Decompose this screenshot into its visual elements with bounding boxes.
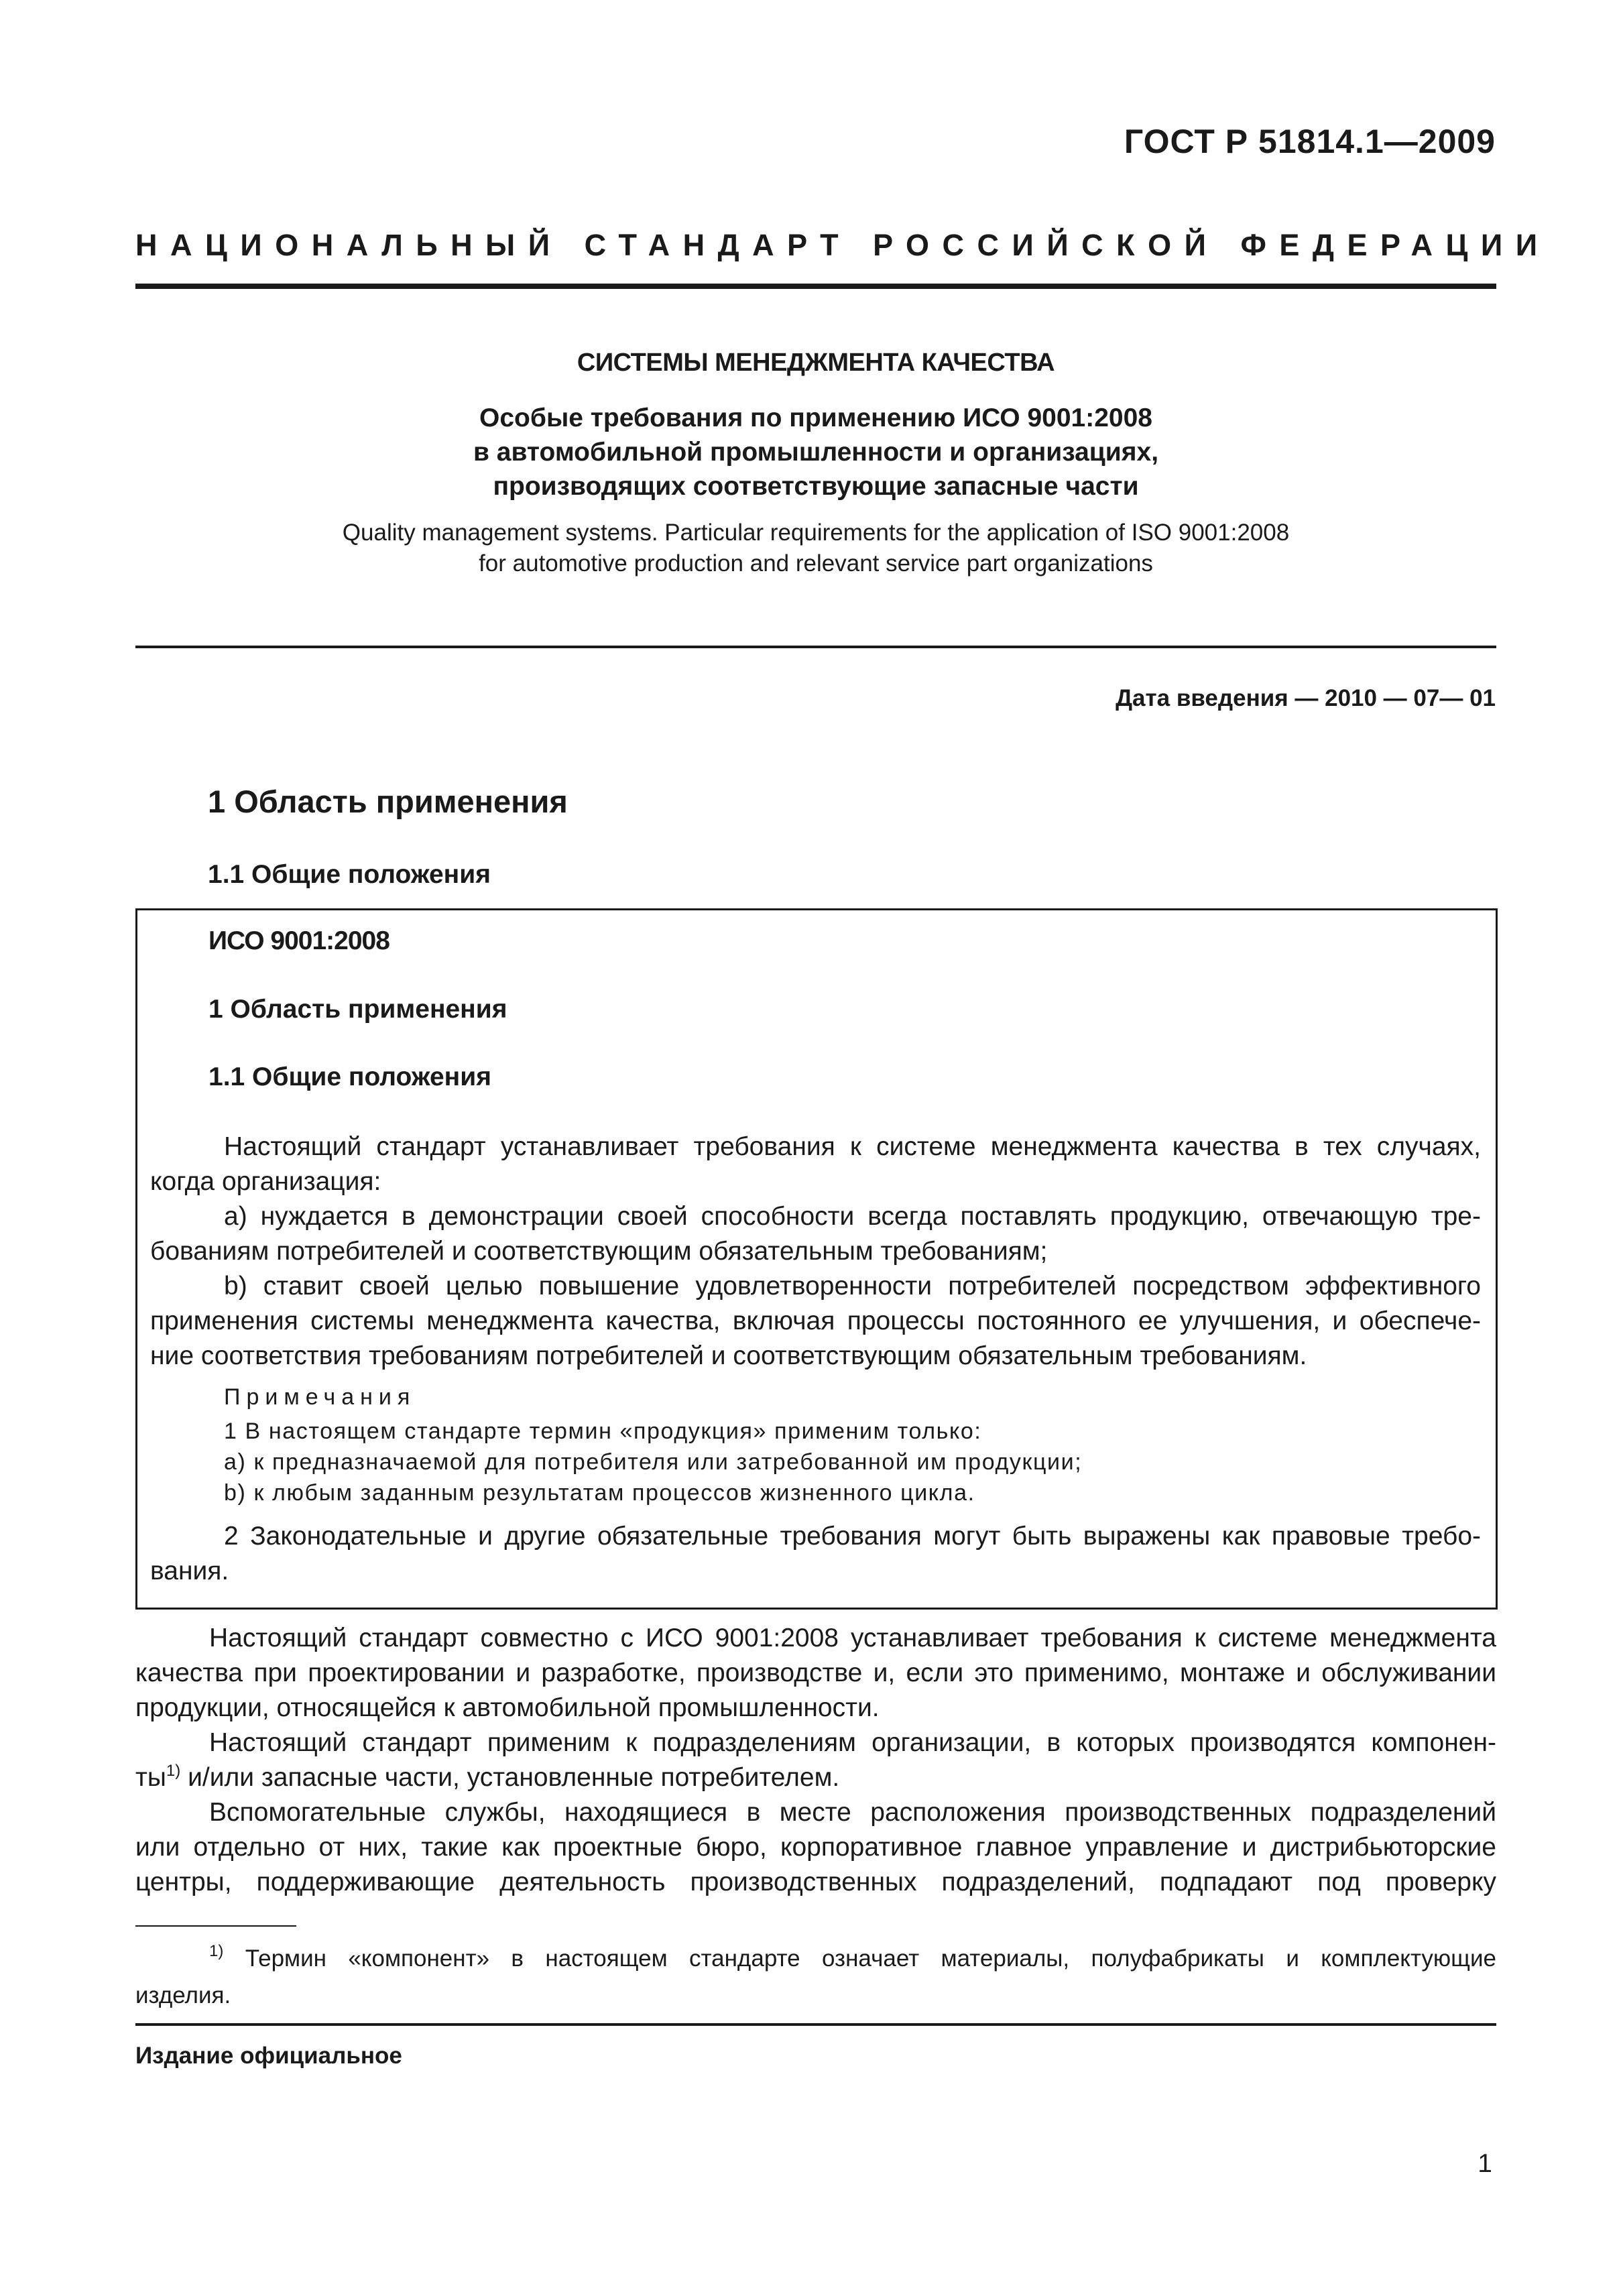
footnote-marker: 1) [209, 1942, 224, 1960]
body-line-end: и/или запасные части, установленные потребителем. [180, 1763, 840, 1792]
iso-paragraph-line: Настоящий стандарт устанавливает требования к системе менеджмента качества в тех случаях, [224, 1132, 1481, 1161]
introduction-date: Дата введения — 2010 — 07— 01 [1116, 685, 1496, 711]
body-line: Настоящий стандарт применим к подразделениям организации, в которых производятся компонен- [209, 1728, 1496, 1757]
note-2-line: вания. [150, 1557, 229, 1585]
footnote-line: изделия. [135, 1982, 231, 2008]
subsection-heading: 1.1 Общие положения [208, 860, 491, 889]
page-number: 1 [1478, 2149, 1492, 2178]
subtitle-line: производящих соответствующие запасные части [493, 472, 1139, 501]
notes-list [224, 1416, 1082, 1508]
edition-rule [135, 2023, 1496, 2026]
iso-heading: 1 Область применения [208, 995, 507, 1024]
footnote-reference[interactable]: 1) [166, 1762, 181, 1780]
standard-title: СИСТЕМЫ МЕНЕДЖМЕНТА КАЧЕСТВА [577, 349, 1055, 377]
body-line: Настоящий стандарт совместно с ИСО 9001:2008 устанавливает требования к системе менеджмента [209, 1624, 1496, 1652]
body-paragraph-1 [135, 1621, 1496, 1726]
note-line: a) к предназначаемой для потребителя или затребованной им продукции; [224, 1449, 1083, 1475]
iso-paragraph-line: применения системы менеджмента качества, включая процессы постоянного ее улучшения, и обеспече- [150, 1307, 1481, 1335]
body-line: Вспомогательные службы, находящиеся в месте расположения производственных подразделений [209, 1798, 1496, 1827]
english-title-line: for automotive production and relevant service part organizations [479, 550, 1153, 577]
iso-quote-box [135, 908, 1498, 1610]
section-heading: 1 Область применения [208, 784, 568, 819]
iso-paragraph-line: бованиям потребителей и соответствующим обязательным требованиям; [150, 1237, 1048, 1266]
document-code: ГОСТ Р 51814.1—2009 [1124, 123, 1496, 160]
footnote-rule [135, 1925, 296, 1927]
subtitle-line: в автомобильной промышленности и организациях, [473, 438, 1159, 467]
body-paragraph-2 [135, 1726, 1496, 1799]
standard-subtitle [135, 401, 1496, 503]
footnote-text: Термин «компонент» в настоящем стандарте означает материалы, полуфабрикаты и комплектующие [223, 1945, 1496, 1972]
note-line: b) к любым заданным результатам процессов жизненного цикла. [224, 1480, 975, 1506]
subtitle-line: Особые требования по применению ИСО 9001:2008 [479, 404, 1152, 432]
iso-subheading: 1.1 Общие положения [208, 1063, 491, 1091]
iso-paragraph-line: a) нуждается в демонстрации своей способности всегда поставлять продукцию, отвечающую тре- [224, 1202, 1481, 1231]
header-rule [135, 284, 1496, 289]
iso-paragraph-line: когда организация: [150, 1167, 381, 1196]
footnote [135, 1941, 1496, 2012]
title-rule [135, 646, 1496, 648]
body-paragraph-3 [135, 1795, 1496, 1900]
body-line: продукции, относящейся к автомобильной промышленности. [135, 1693, 880, 1722]
note-2 [150, 1519, 1481, 1589]
footnote-line [135, 1941, 1496, 1978]
iso-paragraph-line: ние соответствия требованиям потребителей и соответствующим обязательным требованиям. [150, 1341, 1307, 1370]
note-2-line: 2 Законодательные и другие обязательные требования могут быть выражены как правовые требо- [224, 1522, 1481, 1551]
national-standard-banner: НАЦИОНАЛЬНЫЙ СТАНДАРТ РОССИЙСКОЙ ФЕДЕРАЦИИ [135, 228, 1551, 262]
english-title [135, 518, 1496, 579]
edition-label: Издание официальное [135, 2043, 402, 2069]
body-line-start: ты [135, 1763, 166, 1792]
notes-title: Примечания [224, 1384, 416, 1410]
note-line: 1 В настоящем стандарте термин «продукция» применим только: [224, 1418, 982, 1444]
body-line: или отдельно от них, такие как проектные бюро, корпоративное главное управление и дистрибьюторские [135, 1833, 1496, 1862]
body-line: качества при проектировании и разработке, производстве и, если это применимо, монтаже и обслуживании [135, 1658, 1496, 1687]
body-line [135, 1760, 1496, 1799]
iso-paragraph [150, 1130, 1481, 1374]
body-line: центры, поддерживающие деятельность производственных подразделений, подпадают под проверку [135, 1868, 1496, 1896]
iso-paragraph-line: b) ставит своей целью повышение удовлетворенности потребителей посредством эффективного [224, 1272, 1481, 1301]
iso-label: ИСО 9001:2008 [208, 926, 389, 955]
english-title-line: Quality management systems. Particular requirements for the application of ISO 9001:2008 [342, 520, 1290, 546]
